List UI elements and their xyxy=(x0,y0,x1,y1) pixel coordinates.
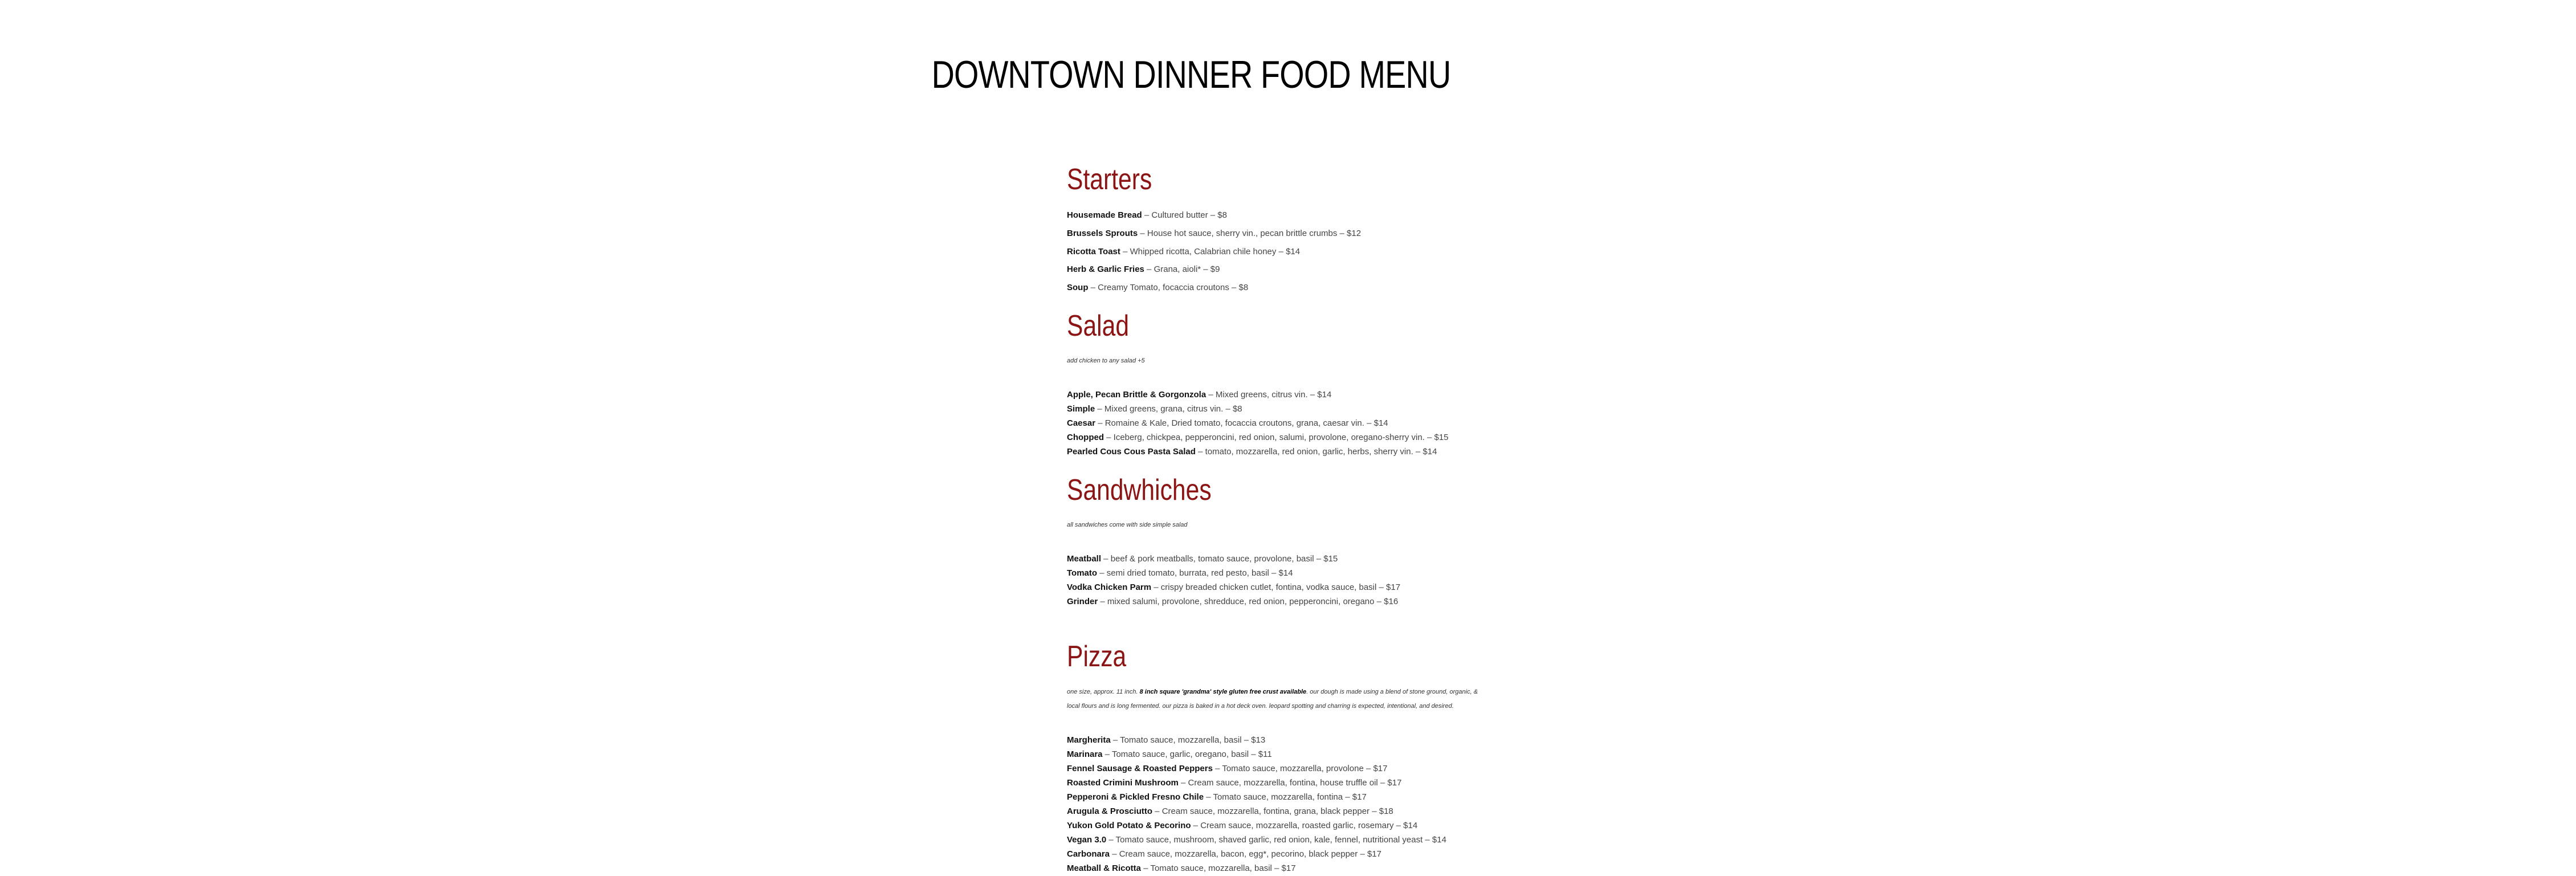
menu-item xyxy=(1067,447,1437,457)
item-name: Carbonara xyxy=(1067,849,1110,859)
item-name: Ricotta Toast xyxy=(1067,247,1120,256)
menu-item xyxy=(1067,735,1265,745)
item-desc: – semi dried tomato, burrata, red pesto, basil – $14 xyxy=(1097,568,1293,578)
item-name: Pepperoni & Pickled Fresno Chile xyxy=(1067,792,1204,802)
item-desc: – House hot sauce, sherry vin., pecan brittle crumbs – $12 xyxy=(1138,229,1362,238)
item-name: Tomato xyxy=(1067,568,1098,578)
menu-item xyxy=(1067,849,1381,859)
menu-item xyxy=(1067,821,1417,830)
item-name: Simple xyxy=(1067,404,1095,414)
item-name: Margherita xyxy=(1067,735,1111,745)
item-name: Caesar xyxy=(1067,418,1096,428)
item-desc: – Whipped ricotta, Calabrian chile honey – $14 xyxy=(1120,247,1301,256)
item-desc: – Cream sauce, mozzarella, roasted garlic, rosemary – $14 xyxy=(1191,821,1418,830)
menu-item xyxy=(1067,418,1388,428)
salad-heading: Salad xyxy=(1067,309,1130,343)
menu-item xyxy=(1067,283,1248,292)
item-desc: – Creamy Tomato, focaccia croutons – $8 xyxy=(1088,283,1249,292)
item-desc: – Tomato sauce, mozzarella, provolone – $17 xyxy=(1212,764,1388,773)
item-name: Herb & Garlic Fries xyxy=(1067,264,1144,274)
menu-item xyxy=(1067,749,1272,759)
item-name: Housemade Bread xyxy=(1067,210,1142,220)
item-name: Fennel Sausage & Roasted Peppers xyxy=(1067,764,1213,773)
item-desc: – Tomato sauce, mozzarella, basil – $17 xyxy=(1141,863,1296,873)
item-name: Roasted Crimini Mushroom xyxy=(1067,778,1179,788)
item-desc: – Cream sauce, mozzarella, fontina, house truffle oil – $17 xyxy=(1178,778,1402,788)
item-desc: – Cultured butter – $8 xyxy=(1142,210,1227,220)
item-desc: – Cream sauce, mozzarella, bacon, egg*, pecorino, black pepper – $17 xyxy=(1110,849,1381,859)
menu-item xyxy=(1067,778,1401,788)
item-desc: – Mixed greens, citrus vin. – $14 xyxy=(1206,390,1332,400)
item-desc: – Tomato sauce, mozzarella, basil – $13 xyxy=(1110,735,1266,745)
item-name: Grinder xyxy=(1067,597,1098,606)
salad-note: add chicken to any salad +5 xyxy=(1067,357,1145,364)
item-name: Marinara xyxy=(1067,749,1103,759)
item-name: Meatball xyxy=(1067,554,1102,564)
pizza-heading: Pizza xyxy=(1067,640,1127,673)
menu-item xyxy=(1067,568,1293,578)
item-desc: – beef & pork meatballs, tomato sauce, provolone, basil – $15 xyxy=(1101,554,1338,564)
sandwiches-note: all sandwiches come with side simple salad xyxy=(1067,521,1188,528)
page-title: DOWNTOWN DINNER FOOD MENU xyxy=(931,53,1451,96)
pizza-note-line1 xyxy=(1067,688,1478,695)
item-desc: – Tomato sauce, mozzarella, fontina – $17 xyxy=(1204,792,1367,802)
menu-item xyxy=(1067,433,1449,442)
menu-item xyxy=(1067,863,1296,873)
item-desc: – mixed salumi, provolone, shredduce, red onion, pepperoncini, oregano – $16 xyxy=(1098,597,1399,606)
item-name: Chopped xyxy=(1067,433,1104,442)
menu-item xyxy=(1067,229,1361,238)
sandwiches-heading: Sandwhiches xyxy=(1067,474,1212,507)
item-name: Apple, Pecan Brittle & Gorgonzola xyxy=(1067,390,1207,400)
pizza-note-a: one size, approx. 11 inch. xyxy=(1067,688,1140,695)
item-desc: – Tomato sauce, garlic, oregano, basil – $11 xyxy=(1102,749,1272,759)
item-name: Brussels Sprouts xyxy=(1067,229,1138,238)
item-name: Yukon Gold Potato & Pecorino xyxy=(1067,821,1191,830)
item-name: Meatball & Ricotta xyxy=(1067,863,1142,873)
item-desc: – Cream sauce, mozzarella, fontina, grana, black pepper – $18 xyxy=(1152,806,1393,816)
item-desc: – Tomato sauce, mushroom, shaved garlic, red onion, kale, fennel, nutritional yeast – $14 xyxy=(1106,835,1446,845)
item-name: Vegan 3.0 xyxy=(1067,835,1107,845)
menu-item xyxy=(1067,264,1220,274)
item-name: Arugula & Prosciutto xyxy=(1067,806,1153,816)
menu-item xyxy=(1067,597,1398,606)
item-desc: – crispy breaded chicken cutlet, fontina, vodka sauce, basil – $17 xyxy=(1151,582,1401,592)
item-desc: – Iceberg, chickpea, pepperoncini, red onion, salumi, provolone, oregano-sherry vin. – $15 xyxy=(1104,433,1449,442)
menu-item xyxy=(1067,806,1393,816)
menu-item xyxy=(1067,554,1338,564)
menu-item xyxy=(1067,390,1331,400)
item-desc: – Romaine & Kale, Dried tomato, focaccia croutons, grana, caesar vin. – $14 xyxy=(1095,418,1388,428)
item-desc: – Mixed greens, grana, citrus vin. – $8 xyxy=(1095,404,1242,414)
menu-item xyxy=(1067,210,1227,220)
menu-item xyxy=(1067,404,1242,414)
item-desc: – tomato, mozzarella, red onion, garlic, herbs, sherry vin. – $14 xyxy=(1195,447,1437,457)
starters-heading: Starters xyxy=(1067,163,1152,196)
item-name: Soup xyxy=(1067,283,1089,292)
item-name: Vodka Chicken Parm xyxy=(1067,582,1152,592)
item-desc: – Grana, aioli* – $9 xyxy=(1144,264,1220,274)
menu-item xyxy=(1067,582,1400,592)
pizza-note-line2: local flours and is long fermented. our pizza is baked in a hot deck oven. leopard spotting and charring is expected, intentional, and desired. xyxy=(1067,703,1454,710)
pizza-note-gf: 8 inch square 'grandma' style gluten free crust available xyxy=(1139,688,1307,695)
menu-item xyxy=(1067,835,1446,845)
item-name: Pearled Cous Cous Pasta Salad xyxy=(1067,447,1196,457)
menu-item xyxy=(1067,247,1300,256)
menu-item xyxy=(1067,764,1388,773)
menu-item xyxy=(1067,792,1367,802)
pizza-note-c: . our dough is made using a blend of stone ground, organic, & xyxy=(1306,688,1478,695)
